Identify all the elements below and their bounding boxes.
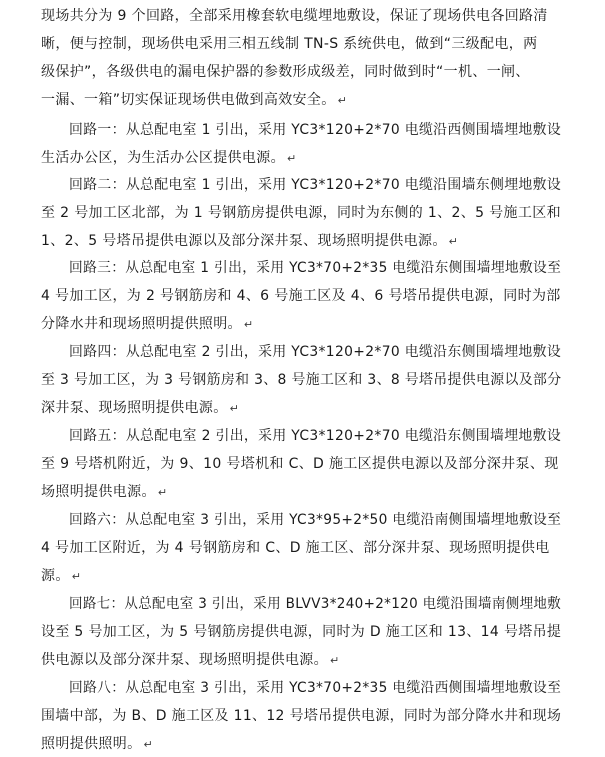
text-span: 一漏、一箱”切实保证现场供电做到高效安全。 xyxy=(41,92,336,108)
paragraph-mark-icon: ↵ xyxy=(330,654,340,667)
text-line: 现场共分为 9 个回路，全部采用橡套软电缆埋地敷设，保证了现场供电各回路清 xyxy=(41,8,548,24)
paragraph-mark-icon: ↵ xyxy=(286,152,297,165)
paragraph-mark-icon: ↵ xyxy=(243,318,254,331)
text-line: 4 号加工区附近，为 4 号钢筋房和 C、D 施工区、部分深井泵、现场照明提供电 xyxy=(41,540,550,556)
text-line: 级保护”，各级供电的漏电保护器的参数形成级差，同时做到时“一机、一闸、 xyxy=(41,64,530,80)
text-span: 源。 xyxy=(41,568,70,584)
text-line xyxy=(41,148,297,168)
paragraph-mark-icon: ↵ xyxy=(229,402,240,415)
text-line: 回路二：从总配电室 1 引出，采用 YC3*120+2*70 电缆沿围墙东侧埋地敷设 xyxy=(69,177,562,193)
text-line: 回路一：从总配电室 1 引出，采用 YC3*120+2*70 电缆沿西侧围墙埋地敷设 xyxy=(69,122,562,138)
paragraph-mark-icon: ↵ xyxy=(337,94,348,107)
text-line: 至 2 号加工区北部，为 1 号钢筋房提供电源，同时为东侧的 1、2、5 号施工区和 xyxy=(41,205,561,221)
paragraph-mark-icon: ↵ xyxy=(143,738,154,751)
paragraph-mark-icon: ↵ xyxy=(448,235,459,248)
text-line xyxy=(41,482,167,502)
text-line xyxy=(41,398,239,418)
text-line: 回路五：从总配电室 2 引出，采用 YC3*120+2*70 电缆沿东侧围墙埋地敷设 xyxy=(69,428,562,444)
text-line xyxy=(41,90,347,110)
text-line: 回路四：从总配电室 2 引出，采用 YC3*120+2*70 电缆沿东侧围墙埋地敷设 xyxy=(69,344,562,360)
text-line: 设至 5 号加工区，为 5 号钢筋房提供电源，同时为 D 施工区和 13、14 号塔吊提 xyxy=(41,624,562,640)
text-line xyxy=(41,566,81,586)
text-span: 分降水井和现场照明提供照明。 xyxy=(41,316,242,332)
text-span: 场照明提供电源。 xyxy=(41,484,156,500)
text-line: 4 号加工区，为 2 号钢筋房和 4、6 号施工区及 4、6 号塔吊提供电源，同时为部 xyxy=(41,288,561,304)
text-line: 回路八：从总配电室 3 引出，采用 YC3*70+2*35 电缆沿西侧围墙埋地敷设至 xyxy=(69,680,562,696)
text-span: 供电源以及部分深井泵、现场照明提供电源。 xyxy=(41,652,328,668)
text-line: 围墙中部，为 B、D 施工区及 11、12 号塔吊提供电源，同时为部分降水井和现场 xyxy=(41,708,562,724)
text-span: 生活办公区，为生活办公区提供电源。 xyxy=(41,150,285,166)
text-span: 1、2、5 号塔吊提供电源以及部分深井泵、现场照明提供电源。 xyxy=(41,233,447,249)
text-line: 回路六：从总配电室 3 引出，采用 YC3*95+2*50 电缆沿南侧围墙埋地敷设至 xyxy=(69,512,562,528)
text-line: 晰，便与控制，现场供电采用三相五线制 TN-S 系统供电，做到“三级配电，两 xyxy=(41,36,538,52)
paragraph-mark-icon: ↵ xyxy=(157,486,168,499)
text-line xyxy=(41,650,340,670)
text-line: 至 9 号塔机附近，为 9、10 号塔机和 C、D 施工区提供电源以及部分深井泵、现 xyxy=(41,456,559,472)
text-line xyxy=(41,734,153,754)
text-line: 回路三：从总配电室 1 引出，采用 YC3*70+2*35 电缆沿东侧围墙埋地敷设至 xyxy=(69,260,562,276)
text-span: 照明提供照明。 xyxy=(41,736,142,752)
text-line xyxy=(41,231,458,251)
text-line: 回路七：从总配电室 3 引出，采用 BLVV3*240+2*120 电缆沿围墙南侧埋地敷 xyxy=(69,596,562,612)
paragraph-mark-icon: ↵ xyxy=(71,570,82,583)
text-span: 深井泵、现场照明提供电源。 xyxy=(41,400,228,416)
text-line: 至 3 号加工区，为 3 号钢筋房和 3、8 号施工区和 3、8 号塔吊提供电源以及部分 xyxy=(41,372,562,388)
text-line xyxy=(41,314,253,334)
